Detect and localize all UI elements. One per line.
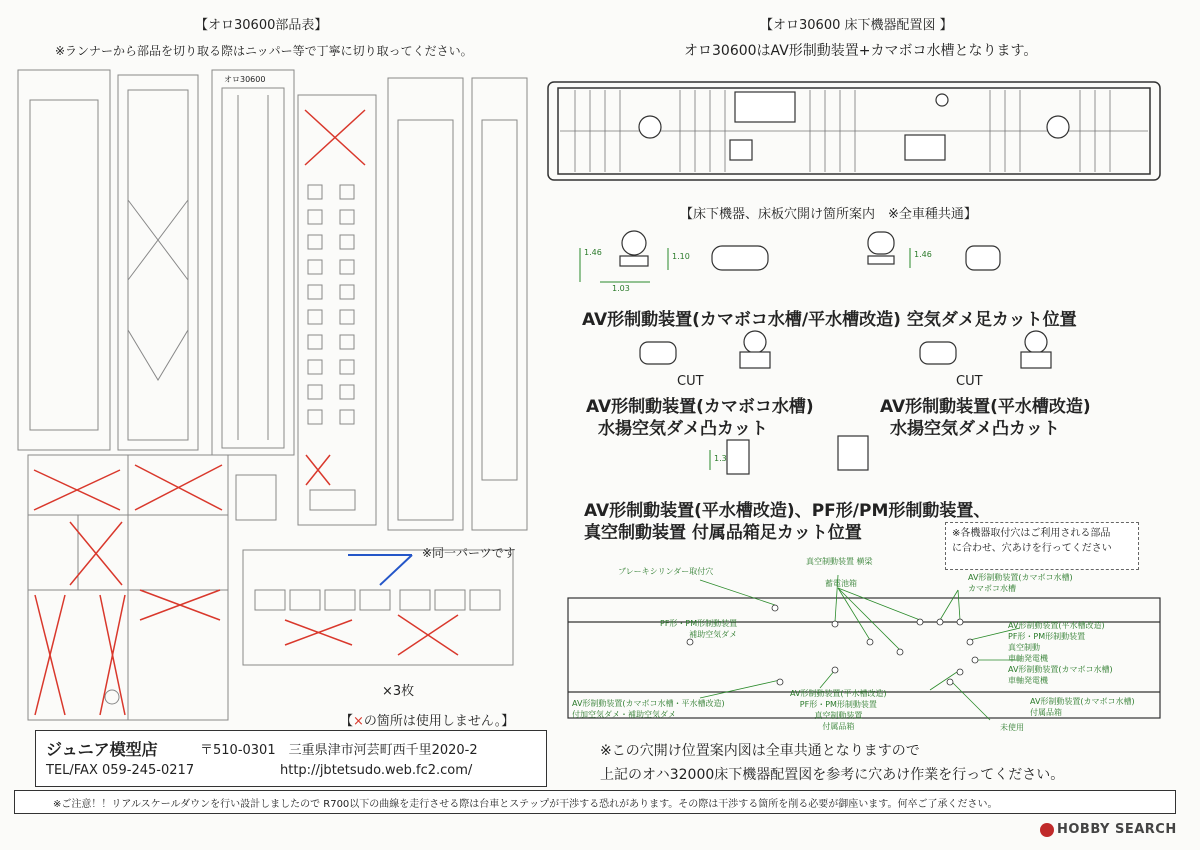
shop-address: 〒510-0301 三重県津市河芸町西千里2020-2 <box>200 743 478 758</box>
shop-name: ジュニア模型店 <box>46 740 158 759</box>
shop-url[interactable]: http://jbtetsudo.web.fc2.com/ <box>280 763 473 778</box>
cut-label-2: CUT <box>956 374 983 389</box>
watermark <box>1040 822 1177 837</box>
dim-label-4: 1.46 <box>914 250 932 259</box>
label-av-kamaboko-generator: AV形制動装置(カマボコ水槽) 車軸発電機 <box>1008 665 1113 685</box>
label-pf-pm: PF形・PM形制動装置 補助空気ダメ <box>660 619 738 639</box>
unused-note-suffix: の箇所は使用しません。】 <box>363 714 515 729</box>
caution-footer <box>14 790 1176 814</box>
parts-list-title: 【オロ30600部品表】 <box>195 18 328 33</box>
label-battery: 蓄電池箱 <box>825 579 857 588</box>
label-av-bottom-mid: AV形制動装置(平水槽改造) PF形・PM形制動装置 真空制動装置 付属品箱 <box>790 689 887 731</box>
dim-label-1: 1.46 <box>584 248 602 257</box>
runner-label: オロ30600 <box>224 75 266 84</box>
label-av-bottom-right: AV形制動装置(カマボコ水槽) 付属品箱 <box>1030 697 1135 717</box>
layout-subtitle: オロ30600はAV形制動装置+カマボコ水槽となります。 <box>684 43 1038 59</box>
caption-hira-sub: 水揚空気ダメ凸カット <box>890 419 1060 439</box>
dim-label-3: 1.10 <box>672 252 690 261</box>
watermark-logo-icon <box>1040 823 1054 837</box>
cut-label-1: CUT <box>677 374 704 389</box>
caption-air-reservoir: AV形制動装置(カマボコ水槽/平水槽改造) 空気ダメ足カット位置 <box>582 310 1077 330</box>
guide-title: 【床下機器、床板穴開け箇所案内 ※全車種共通】 <box>680 207 977 222</box>
layout-title: 【オロ30600 床下機器配置図 】 <box>760 18 953 33</box>
label-av-hira: AV形制動装置(平水槽改造) PF形・PM形制動装置 真空制動 車軸発電機 <box>1008 621 1105 663</box>
caption-accessory-box-sub: 真空制動装置 付属品箱足カット位置 <box>584 523 862 543</box>
holes-note-line-2: 上記のオハ32000床下機器配置図を参考に穴あけ作業を行ってください。 <box>600 767 1065 783</box>
label-av-kamaboko: AV形制動装置(カマボコ水槽) カマボコ水槽 <box>968 573 1073 593</box>
label-vacuum: 真空制動装置 横梁 <box>806 557 873 566</box>
unused-note-prefix: 【 <box>340 714 354 729</box>
quantity-label: ×3枚 <box>382 684 415 699</box>
hole-note-box: ※各機器取付穴はご利用される部品 に合わせ、穴あけを行ってください <box>945 522 1139 570</box>
dim-label-2: 1.03 <box>612 284 630 293</box>
shop-tel: TEL/FAX 059-245-0217 <box>46 763 195 778</box>
holes-note-line-1: ※この穴開け位置案内図は全車共通となりますので <box>600 743 920 759</box>
caution-text: ※ご注意！！リアルスケールダウンを行い設計しましたので R700以下の曲線を走行させる際は台車とステップが干渉する恐れがあります。その際は干渉する箇所を削る必要が御座います。何卒ご了承ください。 <box>53 799 998 810</box>
caption-kamaboko-sub: 水揚空気ダメ凸カット <box>598 419 768 439</box>
label-av-bottom-left: AV形制動装置(カマボコ水槽・平水槽改造) 付加空気ダメ・補助空気ダメ <box>572 699 725 719</box>
label-brake-cylinder: ブレーキシリンダー取付穴 <box>618 567 714 576</box>
caption-kamaboko: AV形制動装置(カマボコ水槽) <box>586 397 814 417</box>
caption-accessory-box: AV形制動装置(平水槽改造)、PF形/PM形制動装置、 <box>584 501 991 521</box>
dim-label-5: 1.3 <box>714 454 727 463</box>
label-unused: 未使用 <box>1000 723 1024 732</box>
same-part-note: ※同一パーツです <box>422 546 516 560</box>
caption-hira: AV形制動装置(平水槽改造) <box>880 397 1091 417</box>
unused-mark: × <box>353 714 364 729</box>
watermark-text: HOBBY SEARCH <box>1057 822 1177 837</box>
parts-cut-note: ※ランナーから部品を切り取る際はニッパー等で丁寧に切り取ってください。 <box>55 44 473 58</box>
